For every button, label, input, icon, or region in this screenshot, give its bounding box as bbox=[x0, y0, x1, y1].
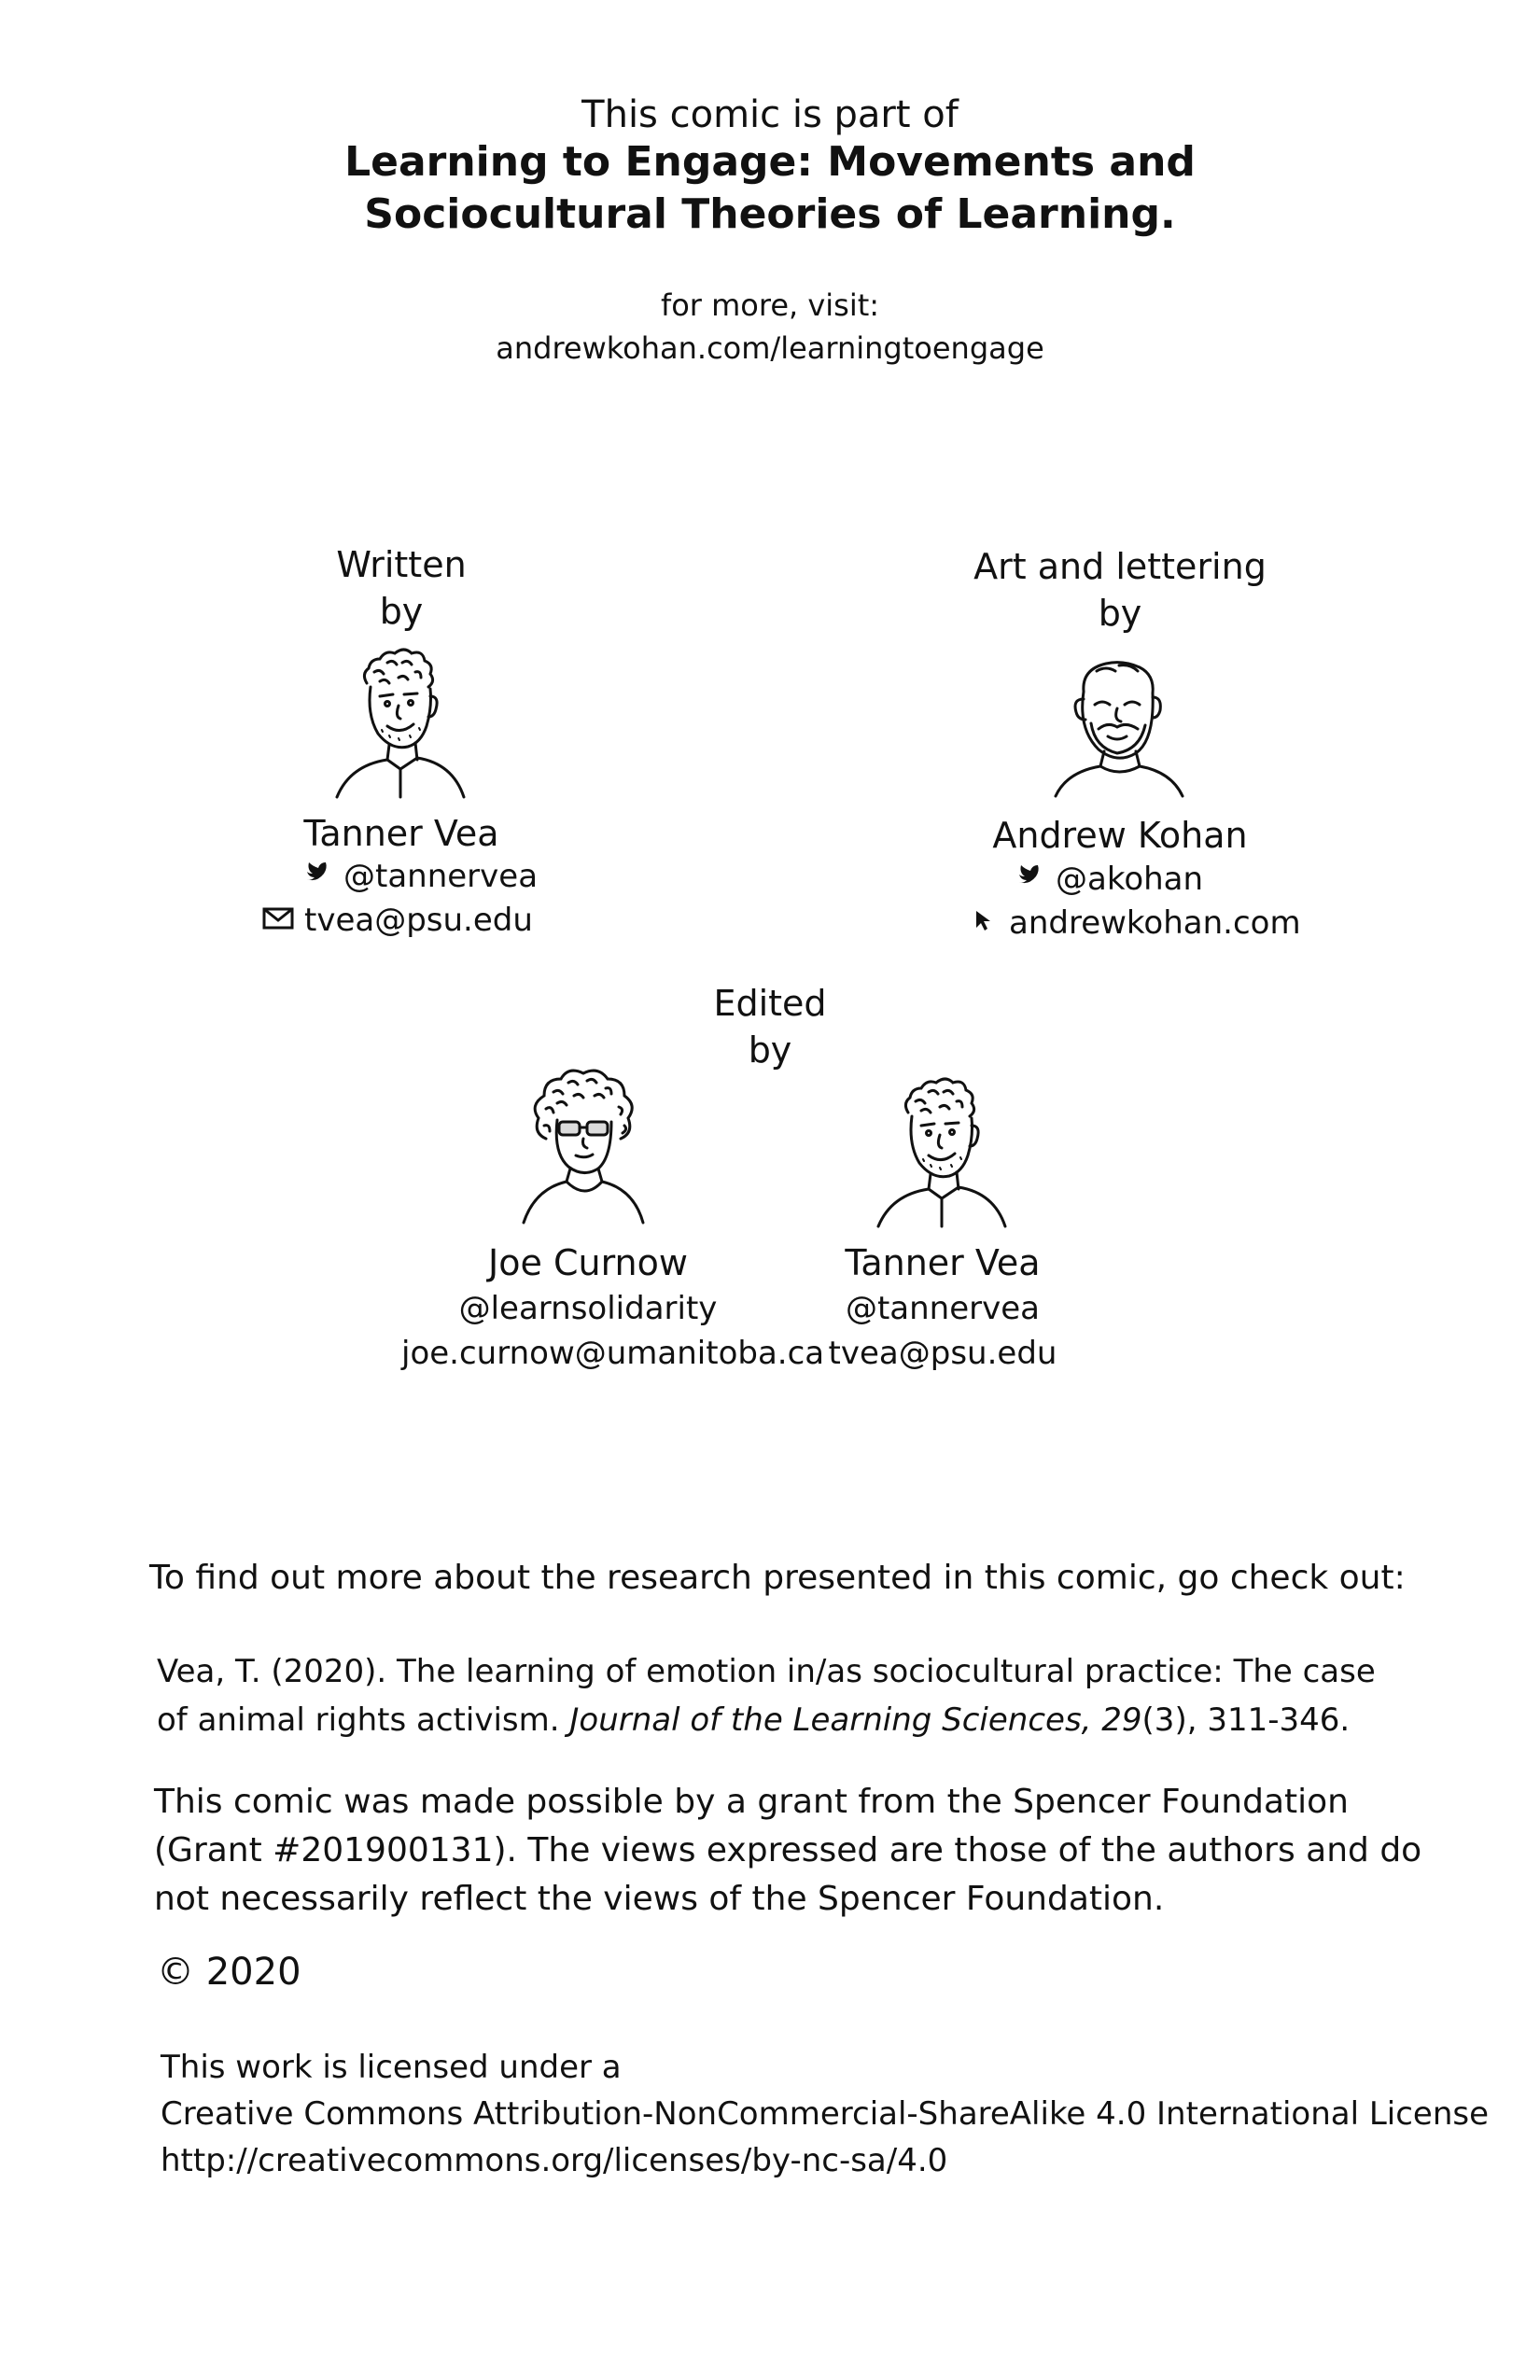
writer-email[interactable] bbox=[261, 898, 533, 943]
email-address[interactable]: tvea@psu.edu bbox=[828, 1335, 1057, 1372]
editor-tanner-vea bbox=[793, 1239, 1092, 1376]
twitter-handle[interactable]: @akohan bbox=[1056, 861, 1204, 898]
license-name[interactable]: Creative Commons Attribution-NonCommercial-ShareAlike 4.0 International License bbox=[161, 2095, 1490, 2133]
citation bbox=[157, 1647, 1407, 1744]
citation-authors: Vea, T. (2020). bbox=[157, 1653, 387, 1690]
person-name: Tanner Vea bbox=[845, 1242, 1041, 1283]
artist-twitter[interactable] bbox=[1013, 857, 1203, 902]
editor-joe-curnow bbox=[401, 1239, 825, 1376]
website-link[interactable]: andrewkohan.com/learningtoengage bbox=[496, 330, 1044, 366]
tanner-vea-portrait bbox=[322, 635, 481, 803]
citation-title: The learning of emotion in/as sociocultural practice: The case of animal rights activism. bbox=[157, 1653, 1376, 1739]
license-intro: This work is licensed under a bbox=[161, 2049, 622, 2086]
copyright-notice: © 2020 bbox=[157, 1951, 301, 1994]
role-label: by bbox=[379, 591, 424, 632]
license-url[interactable]: http://creativecommons.org/licenses/by-nc-sa/4.0 bbox=[161, 2142, 948, 2179]
person-name: Andrew Kohan bbox=[992, 815, 1248, 856]
cursor-icon bbox=[966, 901, 1000, 945]
twitter-bird-icon bbox=[1013, 857, 1046, 902]
andrew-kohan-portrait bbox=[1041, 639, 1199, 798]
twitter-handle[interactable]: @tannervea bbox=[343, 858, 539, 895]
writer-name bbox=[215, 810, 588, 857]
citation-volume: 29 bbox=[1101, 1701, 1142, 1739]
role-label: Edited bbox=[713, 983, 827, 1024]
joe-curnow-portrait bbox=[509, 1064, 667, 1227]
twitter-bird-icon bbox=[301, 854, 334, 899]
person-name: Joe Curnow bbox=[488, 1242, 688, 1283]
tanner-vea-editor-portrait bbox=[863, 1064, 1022, 1232]
role-label: by bbox=[1098, 593, 1142, 634]
book-title-line2: Sociocultural Theories of Learning. bbox=[364, 190, 1176, 238]
artist-name bbox=[933, 812, 1307, 859]
role-label: Art and lettering bbox=[973, 546, 1267, 587]
email-address[interactable]: tvea@psu.edu bbox=[304, 902, 533, 939]
envelope-icon bbox=[261, 898, 295, 943]
grant-acknowledgement: This comic was made possible by a grant from the Spencer Foundation (Grant #201900131). The views expressed are those of the authors and do not necessarily reflect the views of the Spencer Foundation. bbox=[154, 1783, 1422, 1918]
twitter-handle[interactable]: @learnsolidarity bbox=[458, 1290, 718, 1327]
role-label: Written bbox=[336, 544, 467, 585]
role-label: by bbox=[748, 1029, 792, 1071]
art-by-heading bbox=[933, 543, 1307, 637]
website-link[interactable]: andrewkohan.com bbox=[1009, 904, 1301, 942]
artist-website[interactable] bbox=[966, 901, 1301, 945]
book-title-line1: Learning to Engage: Movements and bbox=[344, 138, 1196, 186]
intro-text: This comic is part of bbox=[581, 93, 959, 136]
email-address[interactable]: joe.curnow@umanitoba.ca bbox=[401, 1335, 825, 1372]
citation-journal: Journal of the Learning Sciences, bbox=[569, 1701, 1092, 1739]
license-block bbox=[161, 2044, 1489, 2184]
header bbox=[0, 93, 1540, 366]
citation-issue-pages: (3), 311-346. bbox=[1141, 1701, 1351, 1739]
edited-by-heading bbox=[672, 980, 868, 1073]
visit-text: for more, visit: bbox=[660, 287, 880, 323]
person-name: Tanner Vea bbox=[303, 813, 499, 854]
writer-twitter[interactable] bbox=[301, 854, 538, 899]
written-by-heading bbox=[243, 541, 560, 635]
twitter-handle[interactable]: @tannervea bbox=[845, 1290, 1041, 1327]
research-intro: To find out more about the research presented in this comic, go check out: bbox=[149, 1559, 1406, 1597]
